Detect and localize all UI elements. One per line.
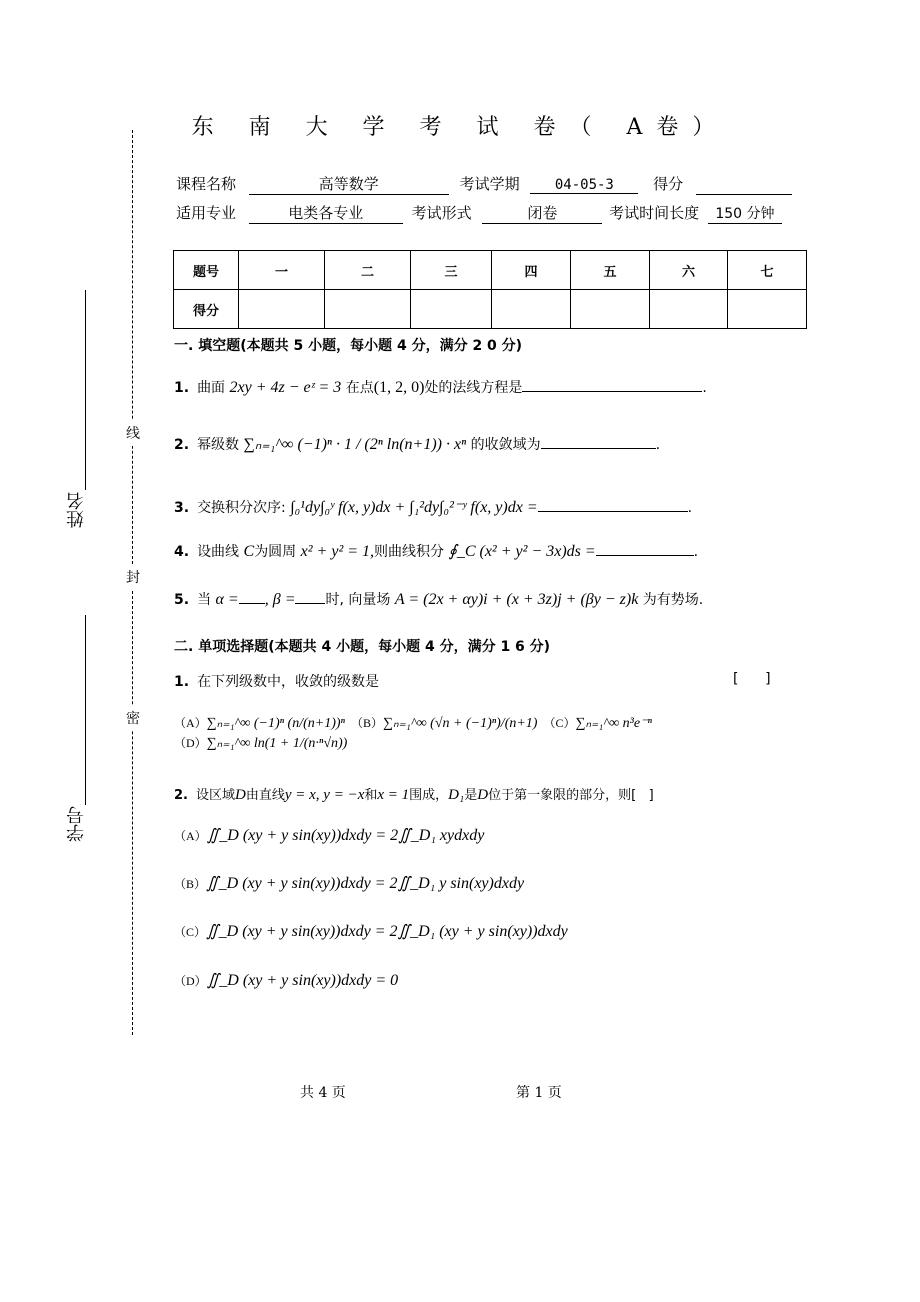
score-cell[interactable] (650, 290, 728, 329)
form-label: 考试形式 (411, 204, 472, 222)
option-d[interactable] (174, 970, 398, 990)
header-cell: 一 (239, 251, 325, 290)
question-text: 位于第一象限的部分，则 (488, 788, 632, 803)
duration-value: 150 分钟 (708, 203, 782, 224)
option-label: （A） (174, 829, 207, 843)
option-label: （C） (543, 716, 576, 730)
option-label: （D） (174, 736, 207, 750)
option-label: （C） (174, 925, 207, 939)
score-table (173, 250, 807, 329)
total-pages: 共 4 页 (300, 1085, 346, 1101)
name-field-line[interactable] (85, 290, 86, 490)
formula: 2xy + 4z − eᶻ = 3 (229, 379, 342, 396)
answer-bracket[interactable]: [ ] (631, 788, 654, 803)
formula: (1, 2, 0) (373, 379, 425, 396)
formula: A = (2x + αy)i + (x + 3z)j + (βy − z)k (394, 591, 639, 608)
score-cell[interactable] (325, 290, 411, 329)
beta-blank[interactable] (295, 603, 325, 604)
formula: y = x, y = −x (284, 787, 365, 803)
question-text: 设区域 (195, 788, 235, 803)
exam-title: 东 南 大 学 考 试 卷（ A卷） (191, 115, 729, 140)
fill-question-3 (174, 497, 692, 517)
question-number: 1. (174, 380, 190, 396)
score-table-header-row (174, 251, 807, 290)
question-text: 当 (197, 592, 212, 608)
formula: ∑ₙ₌₁^∞ ln(1 + 1/(n·ⁿ√n)) (206, 736, 348, 751)
option-d[interactable] (174, 734, 347, 752)
option-label: （D） (174, 974, 207, 988)
question-text: 交换积分次序: (197, 500, 286, 516)
binding-mark-seal: 封 (126, 564, 140, 590)
option-label: （B） (174, 877, 207, 891)
option-b[interactable] (174, 873, 524, 893)
term-label: 考试学期 (459, 175, 520, 193)
answer-blank[interactable] (538, 511, 688, 512)
formula: D (477, 787, 489, 803)
question-text: 是 (464, 788, 478, 803)
formula: ∬_D (xy + y sin(xy))dxdy = 0 (206, 972, 399, 989)
course-value: 高等数学 (249, 173, 449, 195)
course-label: 课程名称 (176, 175, 237, 193)
question-text: 在点 (345, 380, 374, 396)
option-c[interactable] (174, 921, 568, 941)
choice-question-1 (174, 671, 379, 691)
row-label: 得分 (174, 290, 239, 329)
formula: α = (215, 591, 239, 608)
header-cell: 七 (728, 251, 807, 290)
question-number: 2. (174, 437, 190, 453)
choice-question-2 (174, 784, 654, 804)
option-label: （A） (174, 716, 207, 730)
score-cell[interactable] (492, 290, 571, 329)
choice-question-1-options (174, 714, 794, 752)
answer-blank[interactable] (541, 448, 656, 449)
score-table-score-row (174, 290, 807, 329)
formula: x² + y² = 1, (300, 543, 375, 560)
formula: ∬_D (xy + y sin(xy))dxdy = 2∬_D₁ xydxdy (206, 827, 485, 844)
header-cell: 五 (571, 251, 650, 290)
header-cell: 二 (325, 251, 411, 290)
info-row-2 (176, 202, 782, 224)
question-number: 1. (174, 674, 190, 690)
formula: ∬_D (xy + y sin(xy))dxdy = 2∬_D₁ y sin(xy)dxdy (206, 875, 525, 892)
header-cell: 六 (650, 251, 728, 290)
page-number: 第 1 页 (516, 1085, 562, 1101)
option-a[interactable] (174, 825, 484, 845)
formula: D (235, 787, 246, 803)
option-c[interactable] (543, 714, 651, 732)
formula: ∑ₙ₌₁^∞ (√n + (−1)ⁿ)/(n+1) (382, 716, 538, 731)
duration-label: 考试时间长度 (609, 204, 700, 222)
fill-question-2 (174, 434, 660, 454)
score-cell[interactable] (728, 290, 807, 329)
alpha-blank[interactable] (239, 603, 265, 604)
question-text: 曲面 (197, 380, 226, 396)
formula: ∮_C (x² + y² − 3x)ds = (448, 543, 596, 560)
question-text: 在下列级数中，收敛的级数是 (197, 674, 380, 690)
question-text: 幂级数 (197, 437, 240, 453)
formula: ∑ₙ₌₁^∞ n³e⁻ⁿ (575, 716, 652, 731)
formula: x = 1 (377, 787, 410, 803)
binding-mark-line: 线 (126, 420, 140, 446)
formula: ∬_D (xy + y sin(xy))dxdy = 2∬_D₁ (xy + y sin(xy))dxdy (206, 923, 568, 940)
major-value: 电类各专业 (249, 202, 403, 224)
option-label: （B） (350, 716, 383, 730)
info-row-1 (176, 173, 792, 195)
score-cell[interactable] (239, 290, 325, 329)
fill-question-1 (174, 377, 707, 397)
header-cell: 题号 (174, 251, 239, 290)
answer-blank[interactable] (522, 391, 702, 392)
student-id-field-line[interactable] (85, 615, 86, 805)
question-text: 的收敛域为 (470, 437, 541, 453)
option-a[interactable] (174, 714, 345, 732)
question-number: 5. (174, 592, 190, 608)
period: . (687, 500, 693, 516)
formula: , β = (264, 591, 296, 608)
student-id-label: 学号 (66, 806, 87, 842)
header-cell: 四 (492, 251, 571, 290)
formula: D₁ (448, 787, 465, 803)
answer-blank[interactable] (596, 555, 694, 556)
section1-title: 一. 填空题(本题共 5 小题，每小题 4 分，满分 2 0 分) (174, 338, 523, 354)
term-value: 04-05-3 (530, 177, 638, 194)
question-number: 4. (174, 544, 190, 560)
question-text: 则曲线积分 (374, 544, 445, 560)
question-text: 围成， (409, 788, 449, 803)
question-text: 和 (364, 788, 378, 803)
header-cell: 三 (411, 251, 492, 290)
question-text: 为有势场. (642, 592, 704, 608)
question-text: 由直线 (245, 788, 285, 803)
fill-question-4 (174, 541, 698, 561)
question-text: 为圆周 (254, 544, 297, 560)
question-text: 处的法线方程是 (424, 380, 523, 396)
period: . (693, 544, 699, 560)
formula: ∑ₙ₌₁^∞ (−1)ⁿ · 1 / (2ⁿ ln(n+1)) · xⁿ (243, 436, 467, 453)
score-cell[interactable] (571, 290, 650, 329)
name-label: 姓名 (66, 492, 87, 528)
answer-bracket[interactable]: [ ] (733, 671, 771, 687)
question-text: 时, 向量场 (325, 592, 391, 608)
period: . (655, 437, 661, 453)
formula: ∫₀¹dy∫₀ʸ f(x, y)dx + ∫₁²dy∫₀²⁻ʸ f(x, y)dx = (290, 499, 538, 516)
score-value (696, 176, 792, 195)
binding-mark-secret: 密 (126, 705, 140, 731)
major-label: 适用专业 (176, 204, 237, 222)
period: . (702, 380, 707, 396)
formula: ∑ₙ₌₁^∞ (−1)ⁿ (n/(n+1))ⁿ (206, 716, 345, 731)
question-text: 设曲线 (197, 544, 240, 560)
fill-question-5 (174, 589, 703, 609)
question-number: 2. (174, 788, 188, 803)
score-label: 得分 (653, 175, 684, 193)
option-b[interactable] (351, 714, 538, 732)
question-number: 3. (174, 500, 190, 516)
score-cell[interactable] (411, 290, 492, 329)
form-value: 闭卷 (482, 202, 602, 224)
section2-title: 二. 单项选择题(本题共 4 小题，每小题 4 分，满分 1 6 分) (174, 639, 551, 655)
formula: C (243, 543, 255, 560)
